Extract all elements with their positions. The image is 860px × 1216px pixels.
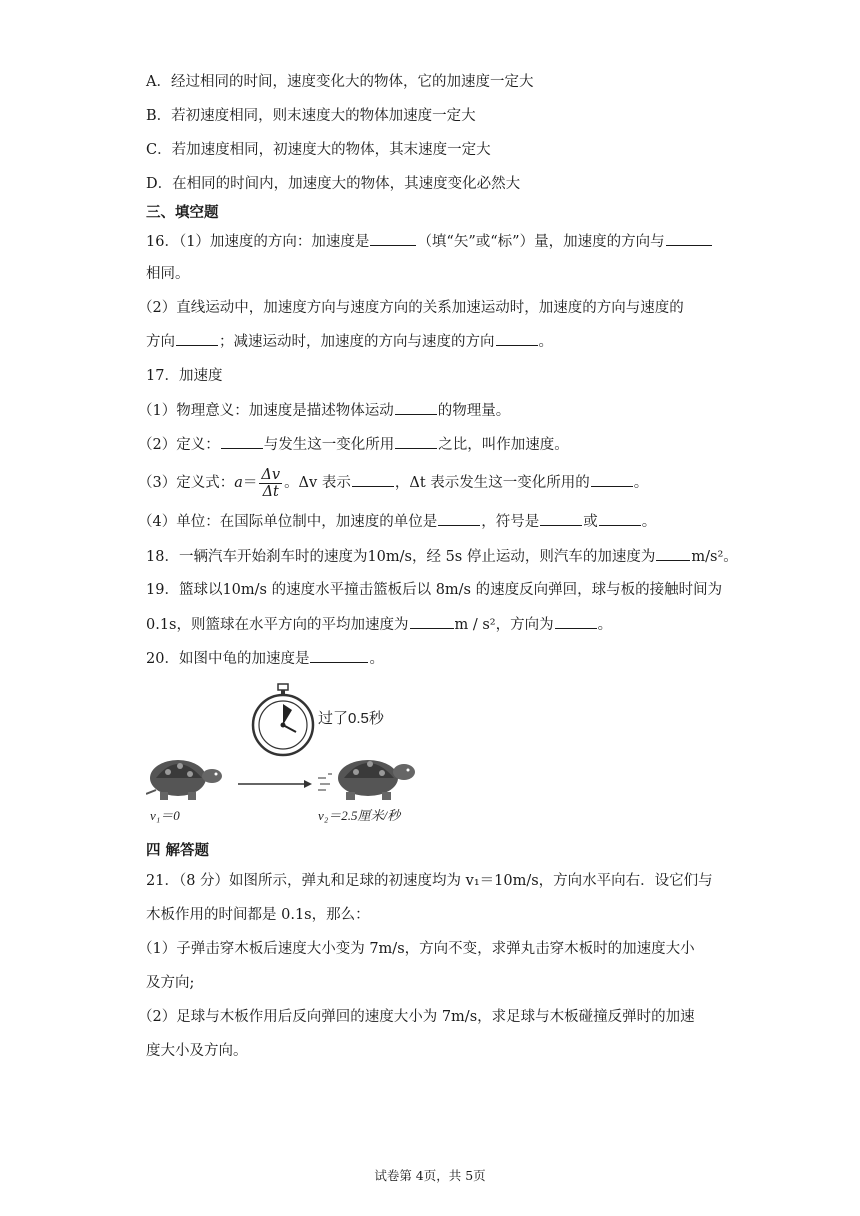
q16-line3: （2）直线运动中，加速度方向与速度方向的关系加速运动时，加速度的方向与速度的 (138, 300, 684, 316)
acceleration-formula: $\frac{\Delta v}{\Delta t}$ (261, 466, 281, 500)
q17-part2: （2）定义： 与发生这一变化所用 之比，叫作加速度。 (138, 434, 569, 455)
page-footer: 试卷第 4页，共 5页 (374, 1168, 486, 1183)
turtle-figure (146, 680, 436, 830)
q16-line4: 方向 ；减速运动时，加速度的方向与速度的方向 。 (146, 331, 553, 352)
v1-label: v₁＝0 (150, 808, 180, 823)
q18: 18．一辆汽车开始刹车时的速度为10m/s，经 5s 停止运动，则汽车的加速度为 m/s²。 (146, 546, 738, 567)
option-c: C．若加速度相同，初速度大的物体，其末速度一定大 (146, 142, 491, 158)
q21-line6: 度大小及方向。 (146, 1043, 248, 1059)
turtle-figure-drawing (146, 680, 436, 830)
q17-part1: （1）物理意义：加速度是描述物体运动 的物理量。 (138, 400, 510, 421)
turtle-right-icon (338, 760, 415, 800)
section-heading-fill-blank: 三、填空题 (146, 205, 219, 221)
q19-line1: 19．篮球以10m/s 的速度水平撞击篮板后以 8m/s 的速度反向弹回，球与板的接触时间为 (146, 582, 723, 598)
q16-line1: 16．（1）加速度的方向：加速度是 （填“矢”或“标”）量，加速度的方向与 (146, 231, 713, 252)
stopwatch-label: 过了0.5秒 (318, 710, 384, 727)
q17-part4: （4）单位：在国际单位制中，加速度的单位是 ，符号是 或 。 (138, 511, 656, 532)
q21-line1: 21．（8 分）如图所示，弹丸和足球的初速度均为 v₁＝10m/s，方向水平向右．设它们与 (146, 873, 713, 889)
v2-label: v₂＝2.5厘米/秒 (318, 808, 401, 823)
motion-lines-icon (318, 774, 332, 790)
q21-line3: （1）子弹击穿木板后速度大小变为 7m/s，方向不变，求弹丸击穿木板时的加速度大小 (138, 941, 695, 957)
q21-line5: （2）足球与木板作用后反向弹回的速度大小为 7m/s，求足球与木板碰撞反弹时的加速 (138, 1009, 695, 1025)
q21-line2: 木板作用的时间都是 0.1s，那么： (146, 907, 370, 923)
option-d: D．在相同的时间内，加速度大的物体，其速度变化必然大 (146, 176, 521, 192)
q19-line2: 0.1s，则篮球在水平方向的平均加速度为 m / s²，方向为 。 (146, 614, 612, 635)
section-heading-answer: 四 解答题 (146, 843, 210, 859)
arrow-icon (238, 780, 312, 788)
option-b: B．若初速度相同，则末速度大的物体加速度一定大 (146, 108, 476, 124)
turtle-left-icon (146, 760, 222, 800)
q16-line2: 相同。 (146, 266, 190, 282)
option-a: A．经过相同的时间，速度变化大的物体，它的加速度一定大 (146, 74, 534, 90)
q17-part3: （3）定义式：a＝ $\frac{\Delta v}{\Delta t}$ 。Δv 表示 ，Δt 表示发生这一变化所用的 。 (138, 466, 649, 500)
q21-line4: 及方向; (146, 975, 195, 991)
stopwatch-icon (253, 684, 313, 755)
q20: 20．如图中龟的加速度是 。 (146, 648, 384, 669)
q17-title: 17．加速度 (146, 368, 223, 384)
